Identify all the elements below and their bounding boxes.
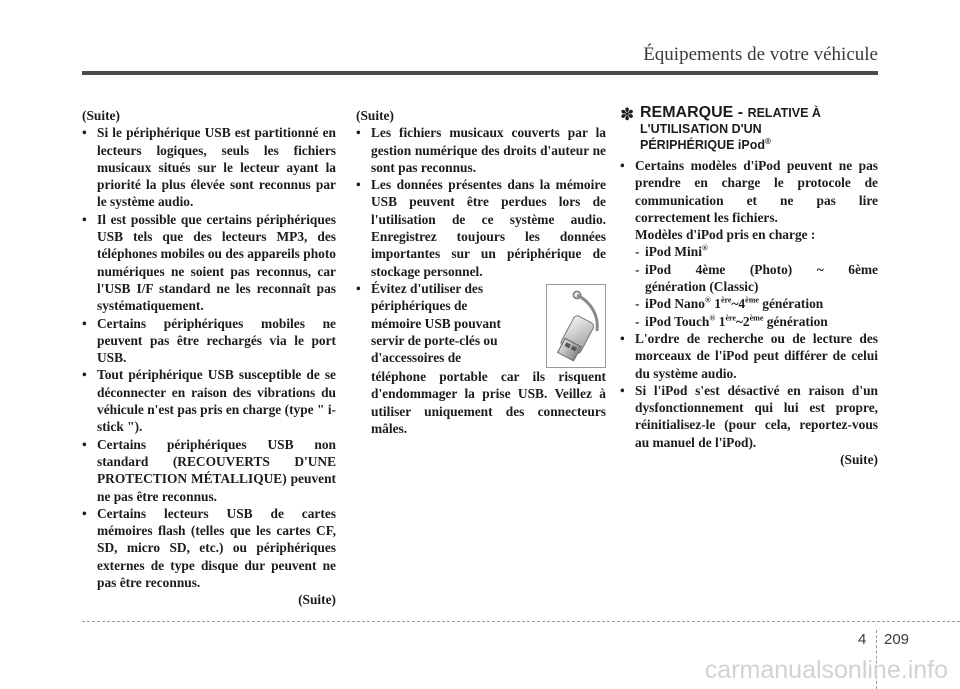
bullet-item: • Si l'iPod s'est désactivé en raison d'un dysfonctionnement qui lui est propre, réinitialisez-le (pour cela, reportez-vous au manuel de l'iPod). — [620, 382, 878, 450]
ipod-model-item: - iPod 4ème (Photo) ~ 6ème — [635, 261, 878, 277]
page-header-title: Équipements de votre véhicule — [643, 44, 878, 65]
ipod-model-item: - iPod Mini® — [635, 244, 708, 260]
bullet-item: • Certains modèles d'iPod peuvent ne pas prendre en charge le protocole de communication et ne pas lire correctement les fichiers. — [620, 158, 878, 225]
bullet-item: • Il est possible que certains périphériques USB tels que des lecteurs MP3, des téléphones mobiles ou des appareils photo numériques ne soient pas reconnus, car l'USB I/F standard ne les reconnaît pas systématiquement. — [82, 211, 336, 314]
usb-stick-icon — [547, 285, 605, 367]
suite-label: (Suite) — [298, 592, 336, 608]
bullet-item: • Si le périphérique USB est partitionné en lecteurs logiques, seuls les fichiers musicaux situés sur le lecteur ayant la priorité la plus élevée sont reconnus par le système audio. — [82, 125, 336, 210]
ipod-model-item: - iPod Touch® 1ère~2ème génération — [635, 313, 828, 329]
note-heading: ✽ REMARQUE - RELATIVE À L'UTILISATION D'UN PÉRIPHÉRIQUE iPod® — [620, 104, 821, 152]
note-star-icon: ✽ — [620, 105, 635, 124]
supported-models-label: Modèles d'iPod pris en charge : — [635, 227, 816, 243]
column-1 — [82, 107, 336, 609]
watermark: carmanualsonline.info — [704, 656, 948, 684]
suite-label: (Suite) — [840, 452, 878, 468]
section-number: 4 — [858, 631, 867, 648]
bullet-item: • Certains périphériques USB non standard (RECOUVERTS D'UNE PROTECTION MÉTALLIQUE) peuvent ne pas être reconnus. — [82, 436, 336, 504]
header-rule — [82, 71, 878, 75]
bullet-item: • Certains périphériques mobiles ne peuvent pas être rechargés via le port USB. — [82, 315, 336, 366]
bullet-item: • Tout périphérique USB susceptible de se déconnecter en raison des vibrations du véhicule n'est pas pris en charge (type " i-stick "). — [82, 367, 336, 435]
footer-rule — [82, 621, 960, 622]
suite-label: (Suite) — [356, 108, 394, 123]
column-2 — [356, 107, 606, 437]
column-3: ✽ REMARQUE - RELATIVE À L'UTILISATION D'UN PÉRIPHÉRIQUE iPod® • Certains modèles d'iPod peuvent ne pas prendre en charge le protocole de communication et ne pas lire correctement les fichiers. Modèles d'iPod pris en charge : - iPod Mini® - iPod 4ème (Photo) ~ 6ème génération (Classic) - iPod Nano® 1ère~4ème génération - iPod Touch® 1ère~2ème génération • L'ordre de recherche ou de lecture des morceaux de l'iPod peut différer de celui du système audio. • Si l'iPod s'est désactivé en raison d'un dysfonctionnement qui lui est propre, réinitialisez-le (pour cela, reportez-vous au manuel de l'iPod). (Suite) — [620, 104, 878, 468]
ipod-model-item: - iPod Nano® 1ère~4ème génération — [635, 295, 824, 312]
bullet-item: • Les données présentes dans la mémoire USB peuvent être perdues lors de l'utilisation de ce système audio. Enregistrez toujours les données importantes sur un périphérique de stockage personnel. — [356, 177, 606, 279]
suite-label: (Suite) — [82, 108, 120, 123]
bullet-item: • Les fichiers musicaux couverts par la gestion numérique des droits d'auteur ne sont pas reconnus. — [356, 125, 606, 175]
page-number: 209 — [884, 631, 910, 648]
usb-stick-image — [546, 284, 606, 368]
bullet-item: • L'ordre de recherche ou de lecture des morceaux de l'iPod peut différer de celui du système audio. — [620, 330, 878, 381]
bullet-item: • Certains lecteurs USB de cartes mémoires flash (telles que les cartes CF, SD, micro SD, etc.) ou périphériques externes de type disque dur peuvent ne pas être reconnus. — [82, 505, 336, 591]
bullet-item-usb-warning: • Évitez d'utiliser des périphériques de mémoire USB pouvant servir de porte-clés ou d'accessoires de téléphone portable car ils risquent d'endommager la prise USB. Veillez à utiliser uniquement des connecteurs mâles. — [356, 280, 606, 436]
